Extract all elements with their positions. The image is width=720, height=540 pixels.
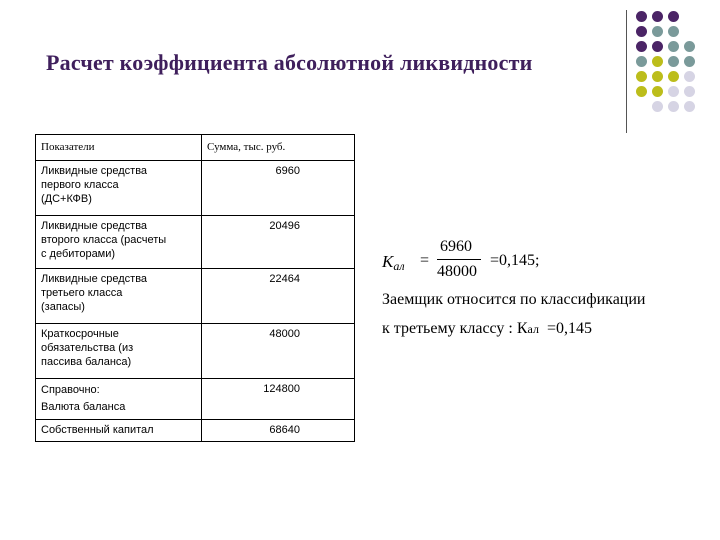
decorative-vertical-line [626,10,627,133]
row-label: Справочно: Валюта баланса [36,379,202,420]
decorative-dot [652,26,663,37]
table-row [36,269,355,324]
decorative-dot [652,56,663,67]
decorative-dot [636,71,647,82]
decorative-dot [668,26,679,37]
conclusion-line-2: к третьему классу : Кал =0,145 [382,320,592,337]
conclusion-line-1: Заемщик относится по классификации [382,291,646,308]
table-row [36,161,355,216]
decorative-dot [684,71,695,82]
decorative-dot [668,11,679,22]
decorative-dot [652,101,663,112]
table-row [36,324,355,379]
table-row [36,420,355,442]
decorative-dot [652,71,663,82]
decorative-dot [668,71,679,82]
decorative-dot [684,41,695,52]
decorative-dot [652,86,663,97]
row-label: Ликвидные средства первого класса (ДС+КФВ) [36,161,202,216]
fraction-numerator: 6960 [440,238,472,255]
decorative-dot [636,26,647,37]
table-row [36,216,355,269]
row-label: Ликвидные средства третьего класса (запасы) [36,269,202,324]
decorative-dot [636,86,647,97]
row-label: Краткосрочные обязательства (из пассива баланса) [36,324,202,379]
row-value: 20496 [202,216,355,269]
ratio-symbol: $K_{ал}$ [382,252,405,273]
decorative-dot [668,101,679,112]
ratio-subscript: ал [393,259,405,273]
decorative-dot [684,56,695,67]
conclusion-value: =0,145 [538,320,592,337]
row-label: Ликвидные средства второго класса (расчеты с дебиторами) [36,216,202,269]
row-value: 124800 [202,379,355,420]
equals-sign: = [420,252,430,269]
page-title: Расчет коэффициента абсолютной ликвидности [46,50,533,75]
table-row [36,379,355,420]
column-header-amount: Сумма, тыс. руб. [202,135,355,161]
liquidity-table [35,134,355,442]
decorative-dot [636,11,647,22]
decorative-dot [636,41,647,52]
decorative-dot [668,56,679,67]
decorative-dot [684,86,695,97]
fraction-denominator: 48000 [437,263,477,280]
row-label: Собственный капитал [36,420,202,442]
decorative-dot [652,41,663,52]
row-value: 68640 [202,420,355,442]
column-header-indicators: Показатели [36,135,202,161]
fraction-bar [437,259,481,260]
row-value: 6960 [202,161,355,216]
conclusion-subscript: ал [527,322,539,336]
row-value: 22464 [202,269,355,324]
decorative-dot [636,56,647,67]
table-header-row [36,135,355,161]
row-value: 48000 [202,324,355,379]
decorative-dot [684,101,695,112]
decorative-dot [668,41,679,52]
decorative-dot [668,86,679,97]
ratio-result: =0,145; [490,252,540,269]
decorative-dot [652,11,663,22]
